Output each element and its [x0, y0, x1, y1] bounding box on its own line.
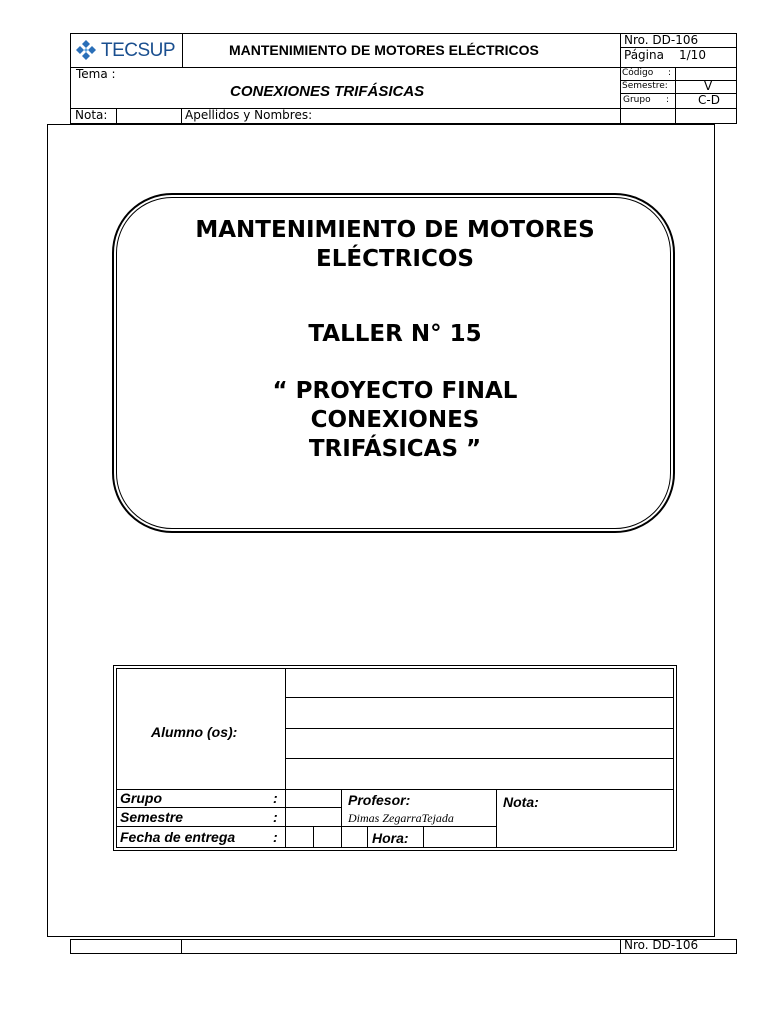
page-label: Página: [624, 48, 664, 62]
student-form: [116, 668, 674, 848]
doc-number: Nro. DD-106: [624, 33, 699, 47]
fecha-field-colon: :: [273, 829, 278, 845]
cover-project-1: “ PROYECTO FINAL: [272, 378, 518, 404]
cover-line-1: MANTENIMIENTO DE MOTORES: [195, 217, 595, 243]
grupo-field-label: Grupo: [120, 790, 162, 806]
semestre-field-label: Semestre: [120, 809, 184, 825]
tema-value: CONEXIONES TRIFÁSICAS: [230, 83, 425, 100]
grupo-value: C-D: [698, 93, 720, 107]
fecha-field-label: Fecha de entrega: [120, 829, 236, 845]
nota-field-label: Nota:: [503, 794, 539, 810]
apellidos-label: Apellidos y Nombres:: [185, 108, 313, 122]
codigo-colon: :: [668, 68, 672, 78]
codigo-label: Código: [622, 68, 654, 78]
semestre-field-colon: :: [273, 809, 278, 825]
hora-label: Hora:: [372, 830, 409, 846]
cover-project-3: TRIFÁSICAS ”: [308, 436, 482, 462]
cover-taller: TALLER N° 15: [308, 321, 482, 347]
document-header: [70, 33, 737, 124]
course-title: MANTENIMIENTO DE MOTORES ELÉCTRICOS: [229, 42, 539, 58]
footer-doc-number: Nro. DD-106: [624, 938, 699, 952]
cover-line-2: ELÉCTRICOS: [316, 246, 474, 272]
profesor-name: Dimas ZegarraTejada: [348, 811, 454, 825]
grupo-colon: :: [666, 95, 670, 105]
logo-text: TECSUP: [101, 40, 176, 61]
page-value: 1/10: [679, 48, 706, 62]
alumnos-label: Alumno (os):: [151, 724, 238, 740]
tema-label: Tema :: [76, 67, 116, 81]
semestre-value: V: [704, 79, 713, 93]
tecsup-logo-icon: [75, 39, 97, 61]
cover-project-2: CONEXIONES: [310, 407, 480, 433]
grupo-field-colon: :: [273, 790, 278, 806]
document-footer: [70, 939, 737, 954]
nota-label: Nota:: [75, 108, 108, 122]
profesor-label: Profesor:: [348, 792, 411, 808]
semestre-label: Semestre:: [622, 81, 668, 91]
grupo-label: Grupo: [623, 95, 651, 105]
